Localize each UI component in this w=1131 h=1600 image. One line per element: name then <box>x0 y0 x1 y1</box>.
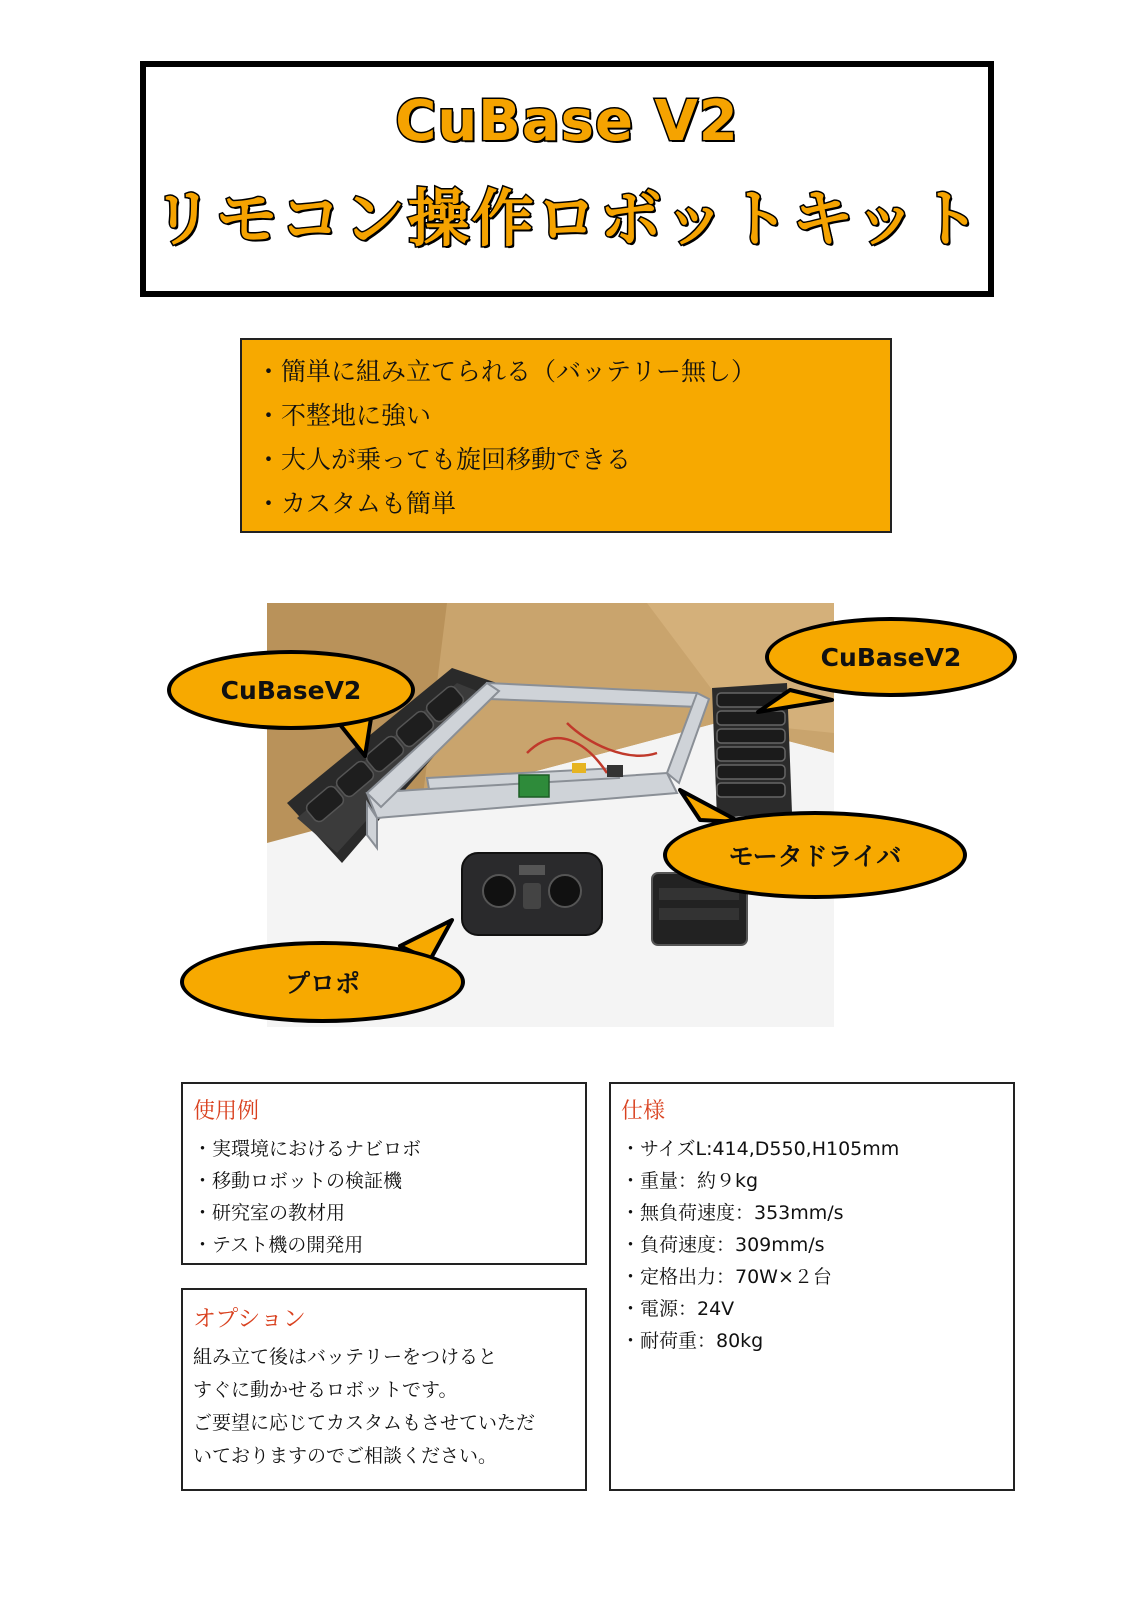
feature-item: ・不整地に強い <box>256 401 432 430</box>
callout-cubase-right <box>765 617 1017 697</box>
option-line: いておりますのでご相談ください。 <box>193 1445 498 1467</box>
specs-panel <box>609 1082 1015 1491</box>
spec-item: ・耐荷重：80kg <box>621 1330 764 1352</box>
callout-label: CuBaseV2 <box>820 642 962 672</box>
feature-item: ・大人が乗っても旋回移動できる <box>256 445 632 474</box>
usage-item: ・テスト機の開発用 <box>193 1234 364 1256</box>
option-line: 組み立て後はバッテリーをつけると <box>193 1346 498 1368</box>
callout-cubase-left <box>167 650 415 730</box>
callout-label: プロポ <box>284 969 360 998</box>
option-title: オプション <box>193 1306 306 1332</box>
spec-item: ・負荷速度：309mm/s <box>621 1234 825 1256</box>
usage-item: ・移動ロボットの検証機 <box>193 1170 403 1192</box>
usage-item: ・実環境におけるナビロボ <box>193 1138 422 1160</box>
option-panel <box>181 1288 587 1491</box>
callout-label: モータドライバ <box>728 842 902 871</box>
callout-label: CuBaseV2 <box>220 675 362 705</box>
spec-item: ・重量：約９kg <box>621 1170 759 1192</box>
feature-item: ・カスタムも簡単 <box>256 489 457 518</box>
spec-item: ・定格出力：70W×２台 <box>621 1266 832 1288</box>
spec-item: ・電源：24V <box>621 1298 735 1320</box>
feature-item: ・簡単に組み立てられる（バッテリー無し） <box>256 357 757 386</box>
usage-title: 使用例 <box>193 1099 260 1124</box>
callout-motor-driver <box>663 811 967 899</box>
option-line: すぐに動かせるロボットです。 <box>193 1379 458 1401</box>
title-line-1: CuBase V2 <box>395 89 739 154</box>
callout-propo <box>180 941 465 1023</box>
option-line: ご要望に応じてカスタムもさせていただ <box>193 1412 536 1434</box>
spec-item: ・サイズL:414,D550,H105mm <box>621 1138 900 1160</box>
title-line-2: リモコン操作ロボットキット <box>151 182 983 255</box>
usage-panel <box>181 1082 587 1265</box>
spec-item: ・無負荷速度：353mm/s <box>621 1202 844 1224</box>
usage-item: ・研究室の教材用 <box>193 1202 346 1224</box>
specs-title: 仕様 <box>621 1099 666 1124</box>
